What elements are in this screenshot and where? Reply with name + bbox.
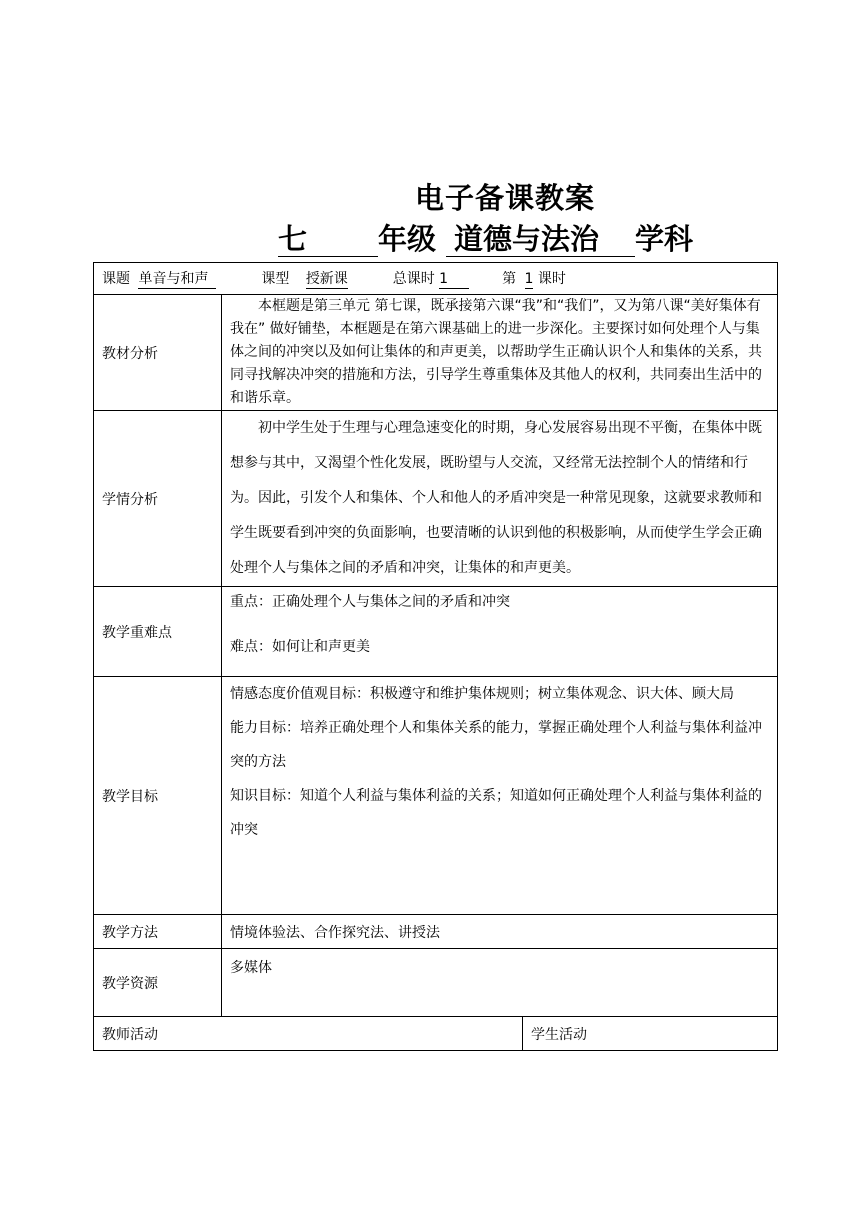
info-row: [94, 263, 778, 295]
method-row: [94, 915, 778, 949]
emotion-goal: 情感态度价值观目标：积极遵守和维护集体规则；树立集体观念、识大体、顾大局: [230, 686, 734, 702]
knowledge-goal: 知识目标：知道个人利益与集体利益的关系；知道如何正确处理个人利益与集体利益的冲突: [230, 788, 762, 838]
grade-value: 七: [278, 222, 378, 257]
keypoints-cell: [222, 587, 778, 677]
subject-suffix: 学科: [635, 222, 694, 256]
topic-value: 单音与和声: [138, 270, 216, 289]
total-hours-label: 总课时: [392, 271, 435, 287]
topic-label: 课题: [102, 271, 130, 287]
key-point: 重点：正确处理个人与集体之间的矛盾和冲突: [230, 594, 510, 610]
teacher-activity-header: 教师活动: [94, 1017, 523, 1051]
material-label: 教材分析: [94, 295, 222, 411]
resource-label: 教学资源: [94, 949, 222, 1017]
lesson-index-suffix: 课时: [537, 271, 566, 287]
material-row: [94, 295, 778, 411]
method-label: 教学方法: [94, 915, 222, 949]
difficult-point: 难点：如何让和声更美: [230, 639, 370, 655]
type-label: 课型: [261, 271, 290, 287]
material-text: 本框题是第三单元 第七课，既承接第六课“我”和“我们”，又为第八课“美好集体有我在” 做好铺垫，本框题是在第六课基础上的进一步深化。主要探讨如何处理个人与集体之间的冲突以及如何让集体的和声更美，以帮助学生正确认识个人和集体的关系，共同寻找解决冲突的措施和方法，引导学生尊重集体及其他人的权利，共同奏出生活中的和谐乐章。: [222, 295, 778, 411]
info-cell: [94, 263, 778, 295]
lesson-index-value: 1: [524, 271, 534, 287]
total-hours-value: 1: [439, 270, 469, 289]
learner-text: 初中学生处于生理与心理急速变化的时期，身心发展容易出现不平衡，在集体中既想参与其中，又渴望个性化发展，既盼望与人交流，又经常无法控制个人的情绪和行为。因此，引发个人和集体、个人和他人的矛盾冲突是一种常见现象，这就要求教师和学生既要看到冲突的负面影响，也要清晰的认识到他的积极影响，从而使学生学会正确处理个人与集体之间的矛盾和冲突，让集体的和声更美。: [222, 411, 778, 587]
learner-label: 学情分析: [94, 411, 222, 587]
ability-goal: 能力目标：培养正确处理个人和集体关系的能力，掌握正确处理个人利益与集体利益冲突的方法: [230, 720, 762, 770]
learner-row: [94, 411, 778, 587]
activity-row: [94, 1017, 778, 1051]
method-text: 情境体验法、合作探究法、讲授法: [222, 915, 778, 949]
keypoints-row: [94, 587, 778, 677]
student-activity-header: 学生活动: [523, 1017, 778, 1051]
grade-subject-line: [278, 222, 693, 257]
goals-row: [94, 677, 778, 915]
keypoints-label: 教学重难点: [94, 587, 222, 677]
goals-label: 教学目标: [94, 677, 222, 915]
document-title: 电子备课教案: [414, 181, 595, 215]
resource-text: 多媒体: [222, 949, 778, 1017]
subject-value: 道德与法治: [446, 222, 635, 257]
type-value: 授新课: [305, 271, 348, 287]
goals-cell: [222, 677, 778, 915]
resource-row: [94, 949, 778, 1017]
lesson-index-prefix: 第: [502, 271, 517, 287]
lesson-plan-table: [93, 262, 778, 1051]
grade-suffix: 年级: [378, 222, 437, 256]
